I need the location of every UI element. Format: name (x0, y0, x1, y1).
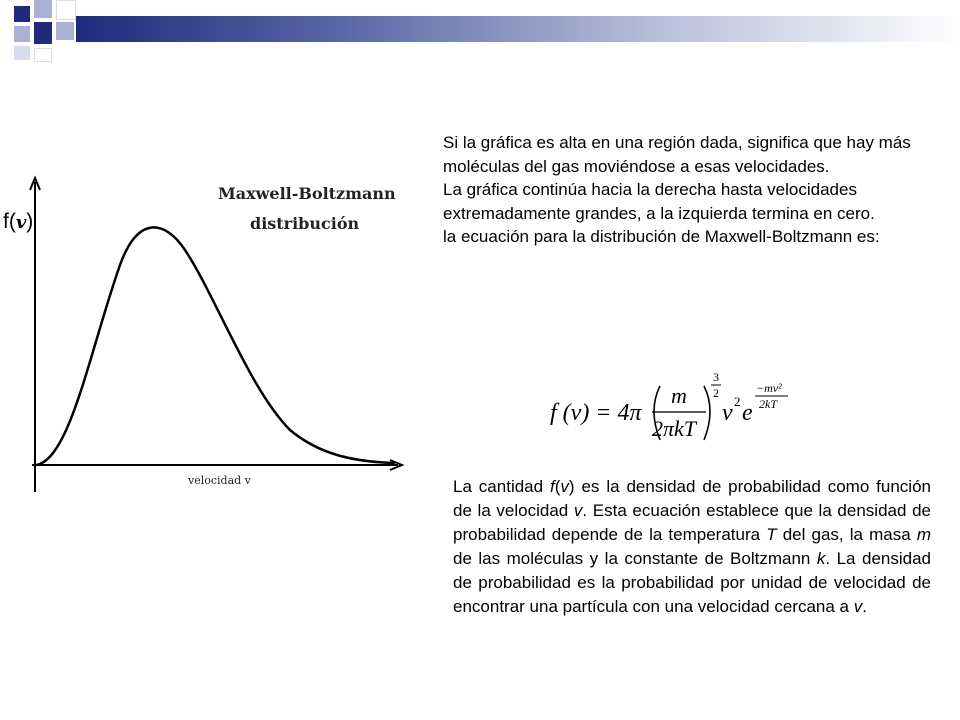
formula-numerator: m (671, 383, 687, 408)
x-axis-label: velocidad v (188, 474, 251, 487)
formula-right-paren (704, 386, 710, 440)
probability-density-paragraph: La cantidad f(v) es la densidad de probabilidad como función de la velocidad v. Esta ecuación establece que la densidad de probabilidad depende de la temperatura T del gas, la masa m de las moléculas y la constante de Boltzmann k. La densidad de probabilidad es la probabilidad por unidad de velocidad de encontrar una partícula con una velocidad cercana a v. (453, 477, 931, 616)
text-line: la ecuación para la distribución de Maxwell-Boltzmann es: (443, 227, 880, 246)
formula-e-exp-den: 2kT (759, 397, 777, 411)
header-square (14, 6, 30, 22)
header-square (34, 22, 52, 44)
header-square (14, 46, 30, 60)
maxwell-boltzmann-formula (548, 368, 798, 452)
text-line: Si la gráfica es alta en una región dada, significa que hay más moléculas del gas moviéndose a esas velocidades. (443, 133, 911, 176)
formula-e: e (742, 400, 753, 426)
maxwell-boltzmann-graph (0, 160, 420, 500)
text-line: La gráfica continúa hacia la derecha hasta velocidades extremadamente grandes, a la izquierda termina en cero. (443, 180, 875, 223)
formula-exp-den: 2 (713, 386, 719, 400)
formula-denominator: 2πkT (652, 416, 697, 441)
formula-v: v (722, 400, 733, 426)
header-square (14, 26, 30, 42)
y-axis-label: f(v) (3, 210, 34, 233)
formula-e-exp-num: −mv² (756, 381, 782, 395)
graph-title-line1: Maxwell-Boltzmann (218, 184, 396, 203)
formula-lhs: f (v) = 4π (550, 400, 642, 426)
formula-v-exp: 2 (734, 394, 741, 409)
explanation-paragraph (443, 131, 943, 249)
distribution-curve (36, 227, 395, 465)
header-square (56, 22, 74, 40)
header-square (34, 0, 52, 18)
graph-title-line2: distribución (250, 214, 360, 233)
formula-exp-num: 3 (713, 370, 719, 384)
header-square (56, 0, 76, 20)
header-gradient-bar (76, 16, 960, 42)
header-square (34, 48, 52, 62)
